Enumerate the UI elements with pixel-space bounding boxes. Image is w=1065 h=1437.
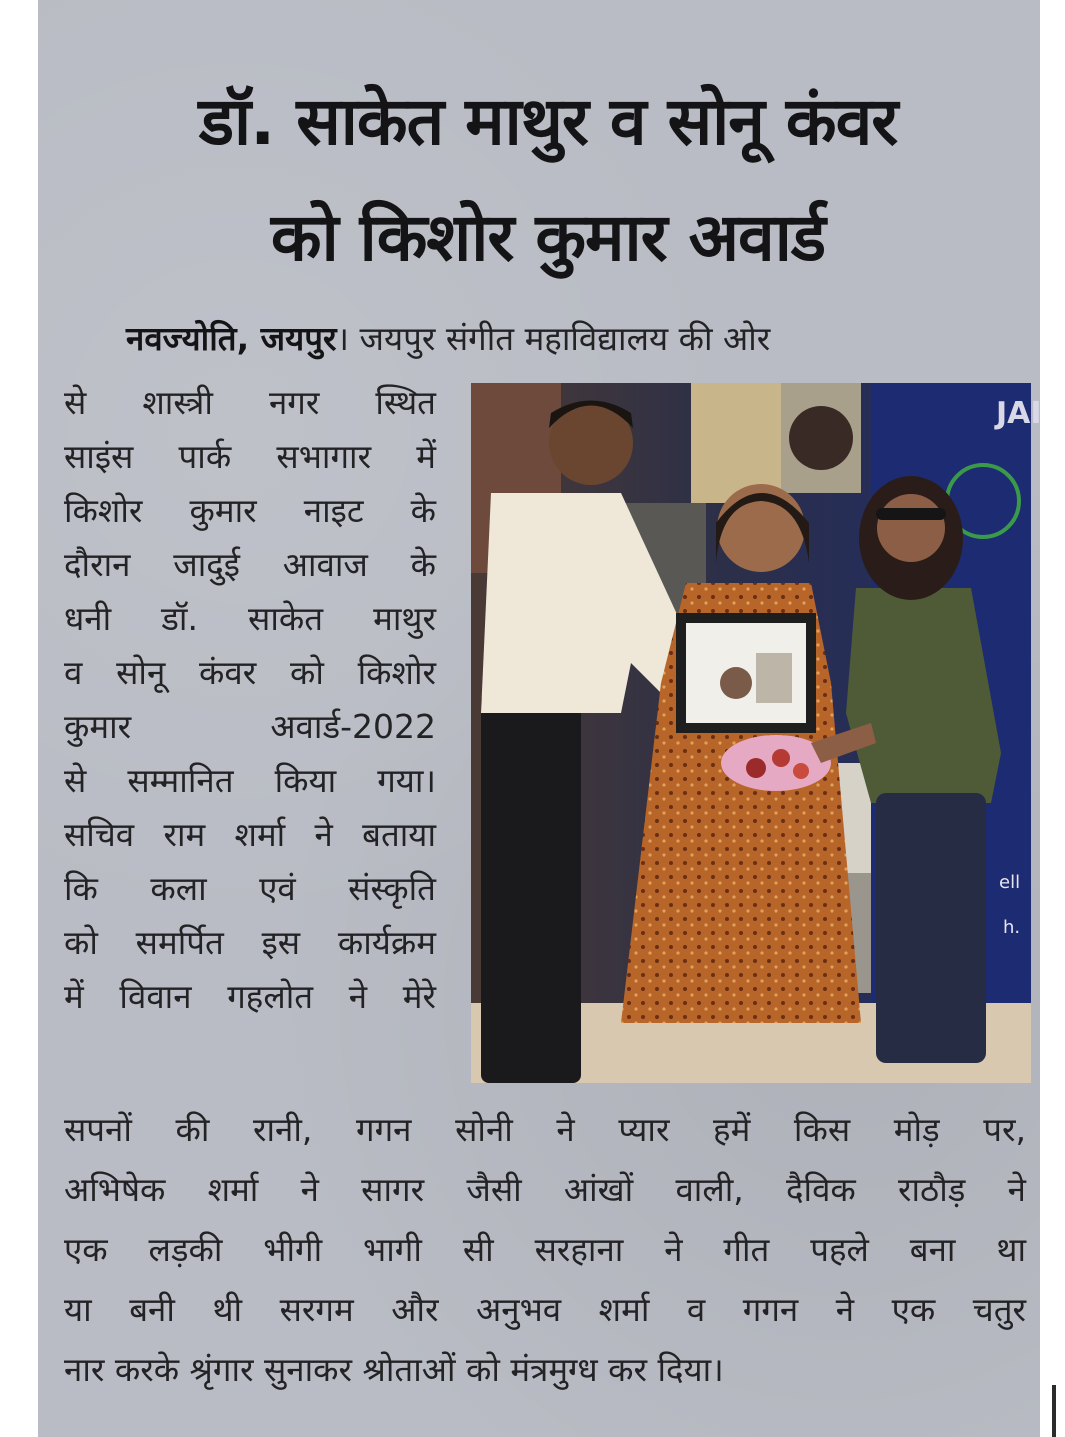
award-photo (471, 383, 1042, 1083)
column-line: किशोर कुमार नाइट के (64, 491, 436, 530)
bottom-line: अभिषेक शर्मा ने सागर जैसी आंखों वाली, दैविक राठौड़ ने (64, 1170, 1026, 1209)
dateline: नवज्योति, जयपुर (126, 319, 337, 358)
poster-face (789, 406, 853, 470)
edge-mark (1052, 1385, 1056, 1437)
column-line: कि कला एवं संस्कृति (64, 869, 436, 908)
newspaper-clipping (38, 0, 1040, 1437)
headline-line-1: डॉ. साकेत माथुर व सोनू कंवर (198, 83, 898, 160)
banner-text: ell (999, 872, 1021, 893)
column-line: व सोनू कंवर को किशोर (64, 653, 436, 692)
bottom-line: एक लड़की भीगी भागी सी सरहाना ने गीत पहले बना था (64, 1230, 1026, 1269)
headline (58, 64, 1038, 296)
intro-text: । जयपुर संगीत महाविद्यालय की ओर (336, 319, 771, 358)
intro-line (126, 315, 1036, 363)
headline-line-2: को किशोर कुमार अवार्ड (270, 199, 826, 276)
column-line: को समर्पित इस कार्यक्रम (64, 923, 436, 962)
column-line: कुमार अवार्ड-2022 (64, 707, 436, 746)
left-column (64, 376, 436, 1024)
column-line: में विवान गहलोत ने मेरे (64, 977, 436, 1016)
column-line: धनी डॉ. साकेत माथुर (64, 599, 436, 638)
certificate-frame (676, 613, 816, 733)
banner-text: JAI (996, 396, 1042, 431)
column-line: दौरान जादुई आवाज के (64, 545, 436, 584)
column-line: से सम्मानित किया गया। (64, 761, 436, 800)
column-line: साइंस पार्क सभागार में (64, 437, 436, 476)
banner-text: h. (1003, 917, 1021, 938)
bottom-line: या बनी थी सरगम और अनुभव शर्मा व गगन ने एक चतुर (64, 1290, 1026, 1329)
column-line: से शास्त्री नगर स्थित (64, 383, 436, 422)
column-line: सचिव राम शर्मा ने बताया (64, 815, 436, 854)
bottom-paragraph (64, 1100, 1026, 1400)
award-photo-illustration (471, 383, 1042, 1083)
bottom-line: सपनों की रानी, गगन सोनी ने प्यार हमें किस मोड़ पर, (64, 1110, 1026, 1149)
bottom-line: नार करके श्रृंगार सुनाकर श्रोताओं को मंत्रमुग्ध कर दिया। (64, 1350, 724, 1389)
